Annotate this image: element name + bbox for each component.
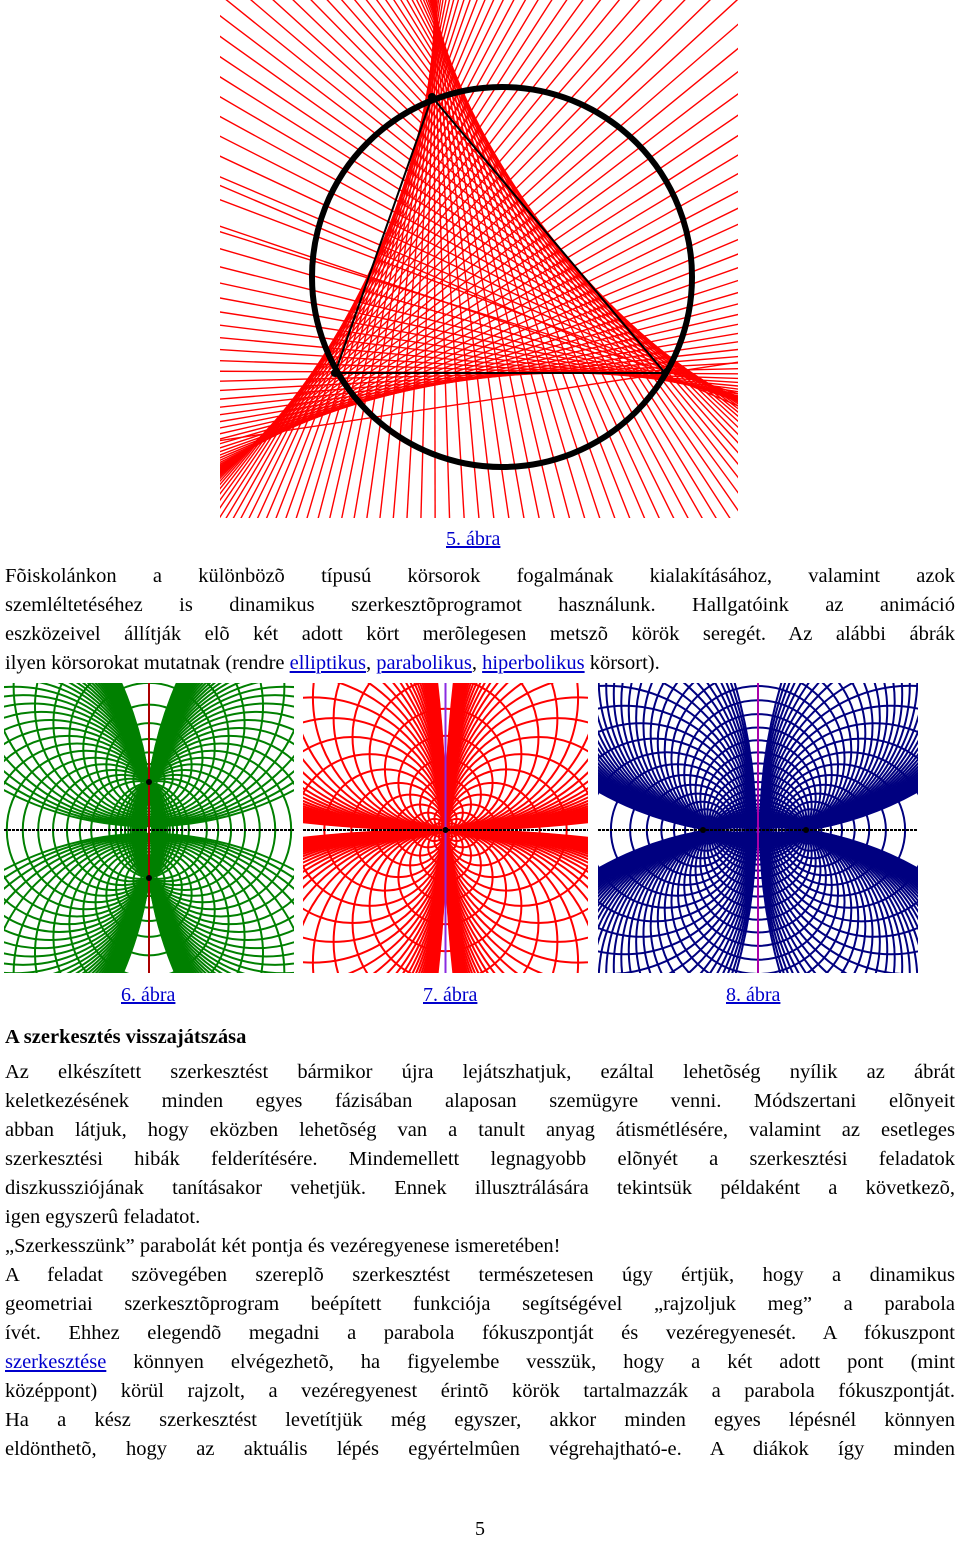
triangle-vertex <box>428 93 436 101</box>
task-statement: „Szerkesszünk” parabolát két pontja és vezéregyenese ismeretében! <box>5 1235 561 1257</box>
body-line: A feladat szövegében szereplõ szerkesztést természetesen úgy értjük, hogy a dinamikus <box>5 1264 955 1286</box>
body-line: geometriai szerkesztõprogram beépített funkciója segítségével „rajzoljuk meg” a parabola <box>5 1293 955 1315</box>
simson-line <box>220 0 717 518</box>
separator: , <box>471 652 483 674</box>
body-line: diszkussziójának tanításakor vehetjük. Ennek illusztrálására tekintsük példaként a következõ, <box>5 1177 955 1199</box>
tangent-point <box>443 827 449 833</box>
body-line: eldönthetõ, hogy az aktuális lépés egyértelmûen végrehajtható-e. A diákok így minden <box>5 1438 955 1460</box>
intro-line: eszközeivel állítják elõ két adott kört merõlegesen metszõ körök seregét. Az alábbi ábrák <box>5 623 955 645</box>
body-line: szerkesztési hibák felderítésére. Mindemellett legnagyobb elõnyét a szerkesztési feladatok <box>5 1148 955 1170</box>
limit-point <box>803 827 809 833</box>
figure-6-elliptic-pencil <box>4 683 294 973</box>
simson-line <box>220 0 697 518</box>
figure-6-caption-link[interactable]: 6. ábra <box>121 984 176 1006</box>
body-line: ívét. Ehhez elegendõ megadni a parabola fókuszpontját és vezéregyenesét. A fókuszpont <box>5 1322 955 1344</box>
simson-line <box>220 54 738 518</box>
body-line <box>5 1348 955 1377</box>
triangle-vertex <box>661 369 669 377</box>
intro-paragraph <box>5 562 955 678</box>
limit-point <box>700 827 706 833</box>
simson-line <box>357 0 617 518</box>
simson-line <box>300 0 738 518</box>
envelope-lines <box>220 0 738 518</box>
figure-8-hyperbolic-pencil <box>598 683 918 973</box>
separator: , <box>365 652 377 674</box>
triangle-vertex <box>331 369 339 377</box>
body-line: Ha a kész szerkesztést levetítjük még egyszer, akkor minden egyes lépésnél könnyen <box>5 1409 955 1431</box>
simson-line <box>220 0 620 518</box>
section-paragraph <box>5 1058 955 1464</box>
page-number: 5 <box>475 1518 485 1540</box>
body-line: keletkezésének minden egyes fázisában alaposan szemügyre venni. Módszertani elõnyeit <box>5 1090 955 1112</box>
intro-text: ilyen körsorokat mutatnak (rendre <box>5 652 290 674</box>
figure-8-caption-link[interactable]: 8. ábra <box>726 984 781 1006</box>
body-line: igen egyszerû feladatot. <box>5 1206 201 1228</box>
intro-line <box>5 649 955 678</box>
construction-link[interactable]: szerkesztése <box>5 1351 107 1373</box>
figure-7-parabolic-pencil <box>303 683 588 973</box>
body-line: Az elkészített szerkesztést bármikor újra lejátszhatjuk, ezáltal lehetõség nyílik az ábrát <box>5 1061 955 1083</box>
intro-text: körsort). <box>584 652 660 674</box>
body-text: könnyen elvégezhetõ, ha figyelembe vesszük, hogy a két adott pont (mint <box>106 1351 955 1373</box>
intro-line: Fõiskolánkon a különbözõ típusú körsorok fogalmának kialakításához, valamint azok <box>5 565 955 587</box>
intro-line: szemléltetéséhez is dinamikus szerkesztõprogramot használunk. Hallgatóink az animáció <box>5 594 955 616</box>
body-line: abban látjuk, hogy eközben lehetõség van a tanult anyag átismétlésére, valamint az esetleges <box>5 1119 955 1141</box>
section-heading: A szerkesztés visszajátszása <box>5 1026 247 1048</box>
hyperbolic-link[interactable]: hiperbolikus <box>482 652 585 674</box>
parabolic-link[interactable]: parabolikus <box>376 652 472 674</box>
body-line: középpont) körül rajzolt, a vezéregyenest érintõ körök tartalmazzák a parabola fókuszpontját. <box>5 1380 955 1402</box>
base-point <box>146 779 152 785</box>
figure-7-caption-link[interactable]: 7. ábra <box>423 984 478 1006</box>
figure-5-caption-link[interactable]: 5. ábra <box>446 528 501 550</box>
figure-5-triangle-circle <box>220 0 738 518</box>
base-point <box>146 875 152 881</box>
elliptic-link[interactable]: elliptikus <box>289 652 366 674</box>
